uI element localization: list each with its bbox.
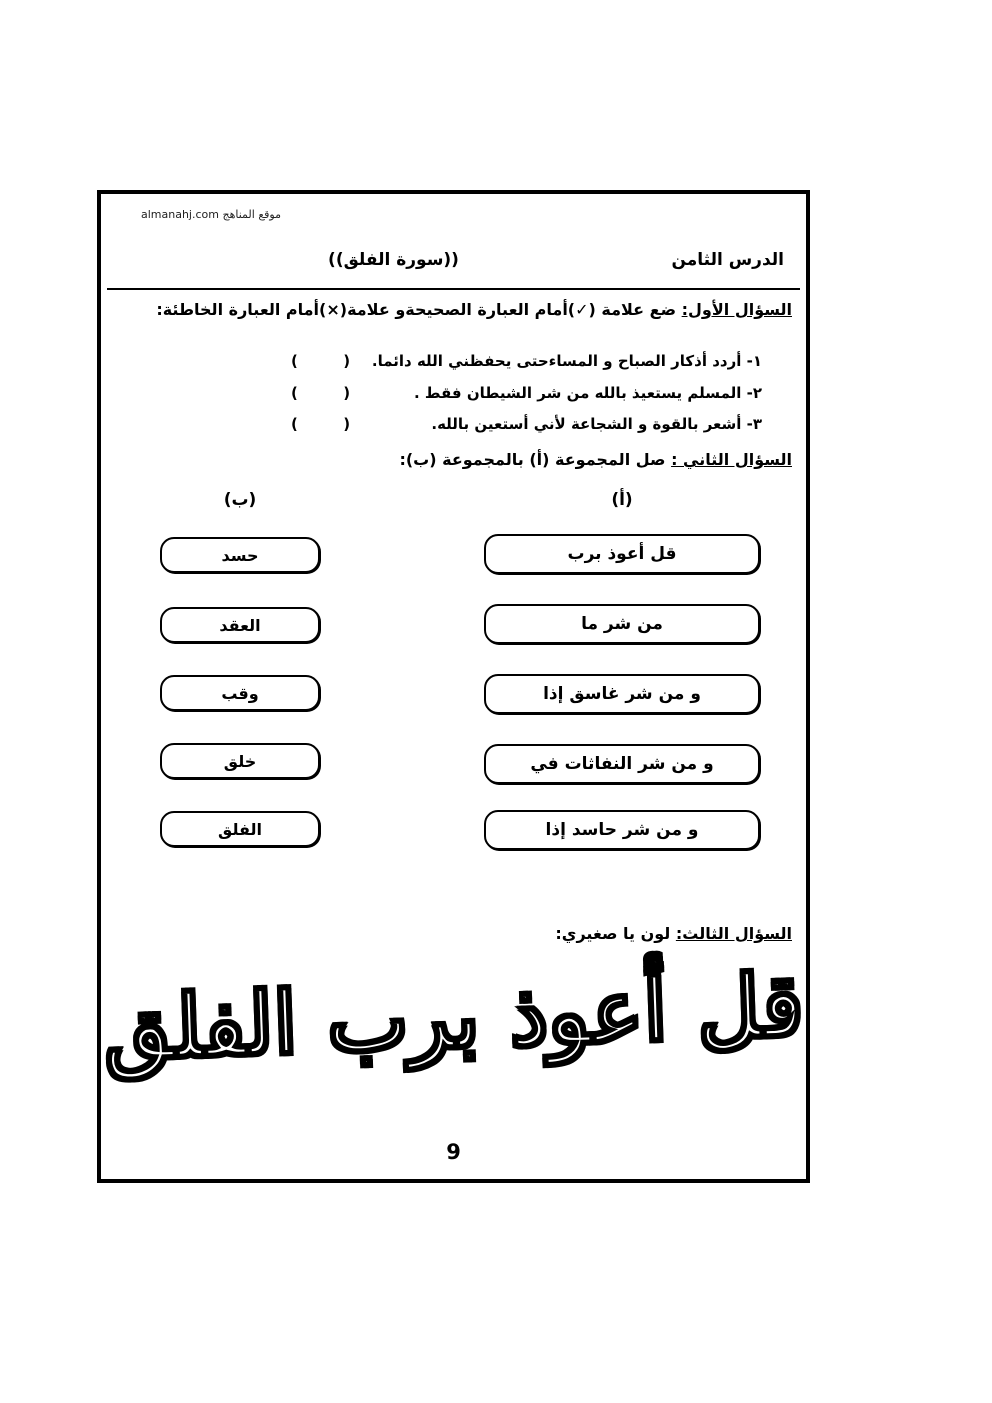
question2-heading <box>115 450 792 469</box>
group-a-box-3[interactable]: و من شر غاسق إذا <box>484 674 760 714</box>
surah-title: ((سورة الفلق)) <box>328 250 459 270</box>
question3-instruction: لون يا صغيري: <box>555 924 676 943</box>
group-b-label: (ب) <box>223 490 257 510</box>
question1-instruction: ضع علامة (✓)أمام العبارة الصحيحةو علامة(×)أمام العبارة الخاطئة: <box>156 300 682 319</box>
question1-heading <box>115 300 792 319</box>
lesson-title: الدرس الثامن <box>671 250 784 270</box>
true-false-item-1 <box>291 352 762 370</box>
question2-instruction: صل المجموعة (أ) بالمجموعة (ب): <box>399 450 672 469</box>
page-number: 9 <box>446 1140 461 1164</box>
answer-blank[interactable]: ( ) <box>291 384 353 402</box>
group-b-box-2[interactable]: العقد <box>160 607 320 643</box>
item-text: ٢- المسلم يستعيذ بالله من شر الشيطان فقط . <box>414 384 762 402</box>
question1-label: السؤال الأول: <box>681 300 792 319</box>
page-border-frame <box>97 190 810 1183</box>
group-a-box-5[interactable]: و من شر حاسد إذا <box>484 810 760 850</box>
group-b-box-4[interactable]: خلق <box>160 743 320 779</box>
true-false-item-3 <box>291 415 762 433</box>
group-a-box-1[interactable]: قل أعوذ برب <box>484 534 760 574</box>
group-a-box-2[interactable]: من شر ما <box>484 604 760 644</box>
watermark: موقع المناهج almanahj.com <box>141 208 282 221</box>
item-text: ١- أردد أذكار الصباح و المساءحتى يحفظني الله دائما. <box>371 352 762 370</box>
true-false-item-2 <box>291 384 762 402</box>
item-text: ٣- أشعر بالقوة و الشجاعة لأني أستعين بالله. <box>431 415 762 433</box>
coloring-calligraphy-text: قل أعوذ برب الفلق <box>101 954 806 1081</box>
group-a-label: (أ) <box>611 490 633 510</box>
answer-blank[interactable]: ( ) <box>291 352 353 370</box>
group-b-box-3[interactable]: وقب <box>160 675 320 711</box>
group-b-box-1[interactable]: حسد <box>160 537 320 573</box>
question2-label: السؤال الثاني : <box>671 450 792 469</box>
header-divider <box>107 288 800 290</box>
question3-heading <box>115 924 792 943</box>
answer-blank[interactable]: ( ) <box>291 415 353 433</box>
question3-label: السؤال الثالث: <box>675 924 792 943</box>
group-b-box-5[interactable]: الفلق <box>160 811 320 847</box>
group-a-box-4[interactable]: و من شر النفاثات في <box>484 744 760 784</box>
